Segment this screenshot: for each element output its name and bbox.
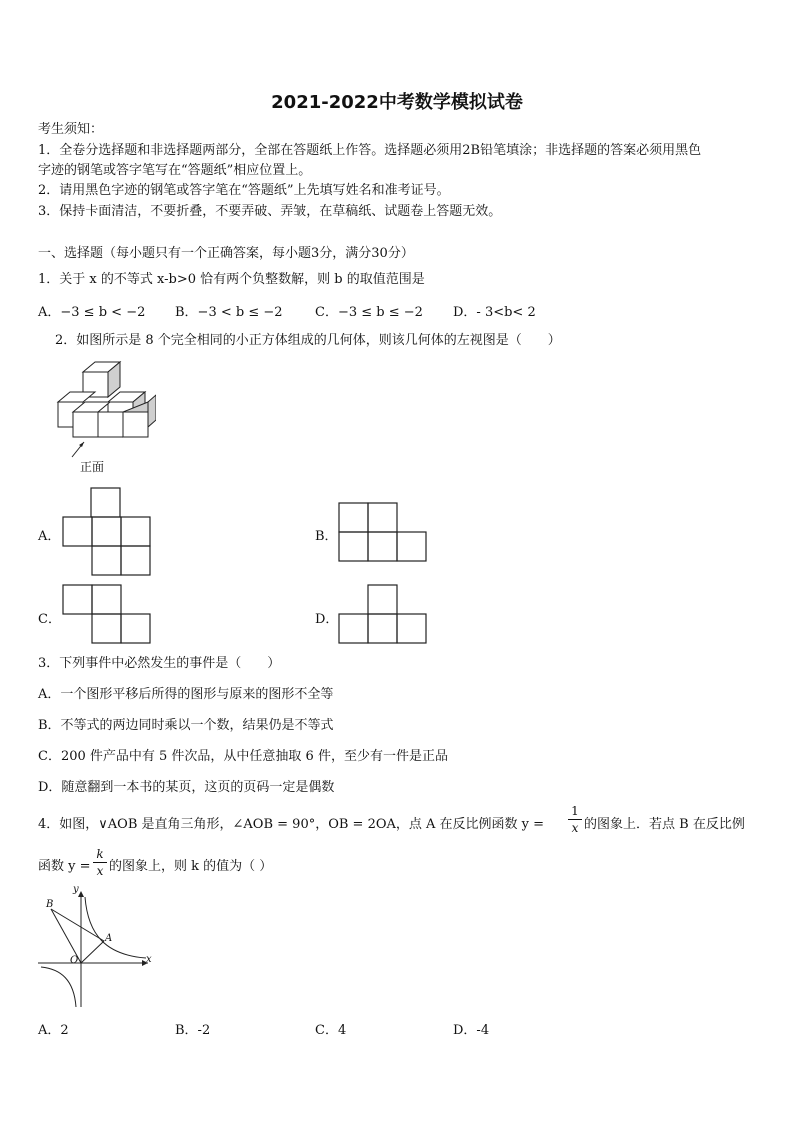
q4-stem-part3: 函数 y = bbox=[38, 859, 91, 874]
fraction-numerator: k bbox=[93, 846, 107, 863]
fraction-denominator: x bbox=[571, 821, 579, 835]
q3-option-d[interactable]: D．随意翻到一本书的某页，这页的页码一定是偶数 bbox=[38, 780, 335, 795]
fraction-denominator: x bbox=[96, 864, 104, 878]
graph-label-b: B bbox=[46, 899, 54, 910]
q1-option-b[interactable]: B．−3 < b ≤ −2 bbox=[175, 305, 283, 320]
q1-option-a[interactable]: A．−3 ≤ b < −2 bbox=[38, 305, 146, 320]
q1-option-c[interactable]: C．−3 ≤ b ≤ −2 bbox=[315, 305, 423, 320]
q1-stem: 1．关于 x 的不等式 x-b>0 恰有两个负整数解，则 b 的取值范围是 bbox=[38, 272, 425, 287]
graph-label-o: O bbox=[70, 955, 79, 966]
notice-item: 字迹的钢笔或答字笔写在“答题纸”相应位置上。 bbox=[38, 163, 312, 178]
notice-item: 3．保持卡面清洁，不要折叠，不要弄破、弄皱，在草稿纸、试题卷上答题无效。 bbox=[38, 204, 502, 219]
q2-view-b[interactable] bbox=[338, 502, 430, 564]
q4-option-c[interactable]: C．4 bbox=[315, 1023, 347, 1038]
q2-option-d[interactable]: D． bbox=[315, 612, 339, 627]
q4-stem-part4: 的图象上，则 k 的值为（ ） bbox=[109, 859, 273, 874]
q4-fraction-1 bbox=[568, 803, 582, 836]
graph-label-y: y bbox=[73, 884, 79, 895]
q4-stem-part2: 的图象上．若点 B 在反比例 bbox=[584, 817, 745, 832]
q4-option-d[interactable]: D．-4 bbox=[453, 1023, 490, 1038]
q4-fraction-2 bbox=[93, 846, 107, 879]
notice-item: 2．请用黑色字迹的钢笔或答字笔在“答题纸”上先填写姓名和准考证号。 bbox=[38, 183, 450, 198]
notice-heading: 考生须知： bbox=[38, 122, 104, 137]
q3-option-b[interactable]: B．不等式的两边同时乘以一个数，结果仍是不等式 bbox=[38, 718, 334, 733]
q2-view-d[interactable] bbox=[338, 584, 430, 646]
section-heading: 一、选择题（每小题只有一个正确答案，每小题3分，满分30分） bbox=[38, 246, 414, 261]
q4-stem-part1: 4．如图，∨AOB 是直角三角形，∠AOB = 90°，OB = 2OA，点 A 在反比例函数 y = bbox=[38, 817, 545, 832]
q2-view-c[interactable] bbox=[62, 584, 154, 646]
graph-label-x: x bbox=[146, 954, 152, 965]
notice-item: 1．全卷分选择题和非选择题两部分，全部在答题纸上作答。选择题必须用2B铅笔填涂；非选择题的答案必须用黑色 bbox=[38, 143, 702, 158]
q1-option-d[interactable]: D．- 3<b< 2 bbox=[453, 305, 536, 320]
page-title: 2021-2022中考数学模拟试卷 bbox=[271, 92, 523, 113]
q2-view-a[interactable] bbox=[62, 487, 152, 577]
q2-option-c[interactable]: C． bbox=[38, 612, 61, 627]
q2-option-a[interactable]: A． bbox=[38, 529, 61, 544]
q4-option-a[interactable]: A．2 bbox=[38, 1023, 69, 1038]
graph-label-a: A bbox=[105, 933, 113, 944]
q2-stem: 2．如图所示是 8 个完全相同的小正方体组成的几何体，则该几何体的左视图是（ ） bbox=[55, 333, 561, 348]
q2-option-b[interactable]: B． bbox=[315, 529, 338, 544]
q3-stem: 3．下列事件中必然发生的事件是（ ） bbox=[38, 656, 281, 671]
q4-option-b[interactable]: B．-2 bbox=[175, 1023, 211, 1038]
front-label: 正面 bbox=[80, 460, 105, 474]
q4-graph bbox=[36, 885, 156, 1010]
q3-option-c[interactable]: C．200 件产品中有 5 件次品，从中任意抽取 6 件，至少有一件是正品 bbox=[38, 749, 448, 764]
q3-option-a[interactable]: A．一个图形平移后所得的图形与原来的图形不全等 bbox=[38, 687, 334, 702]
fraction-numerator: 1 bbox=[568, 803, 582, 820]
